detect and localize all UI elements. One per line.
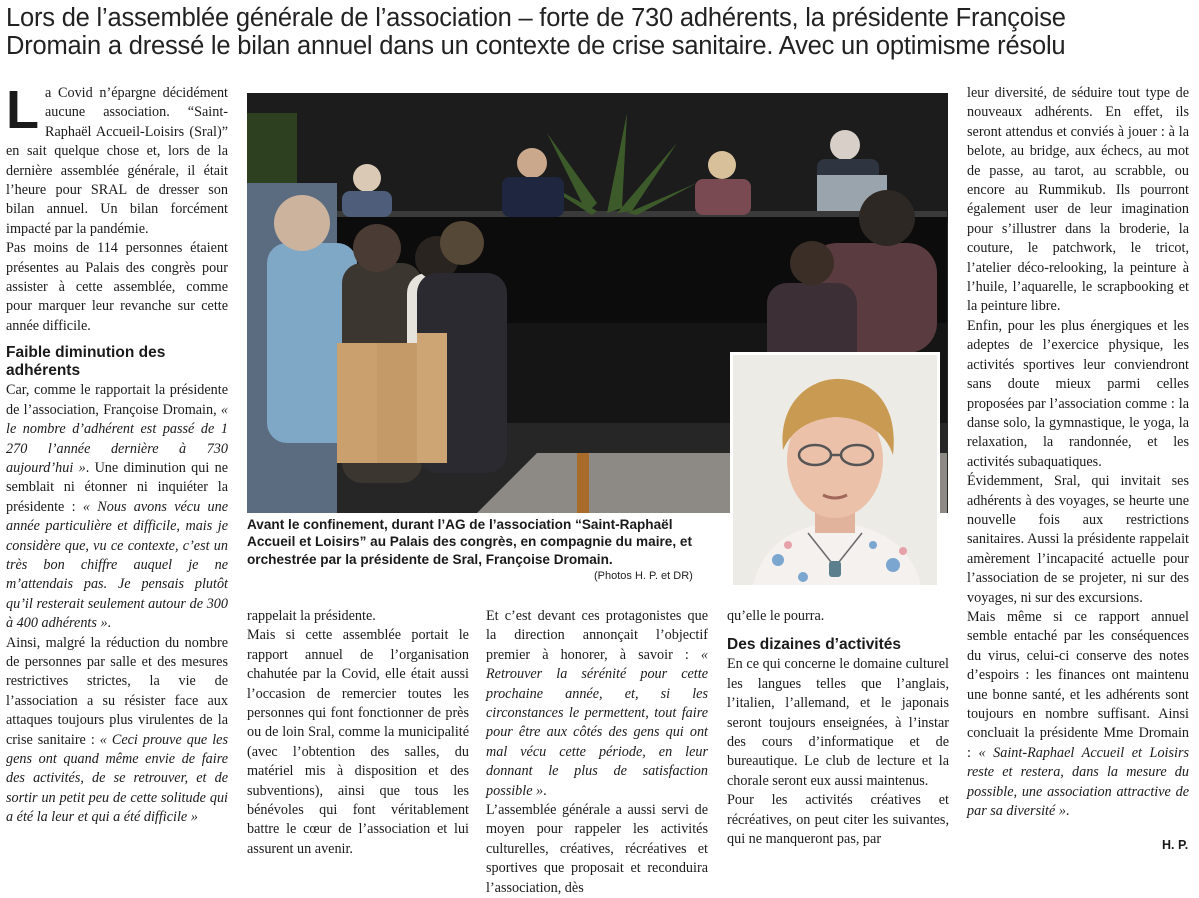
article-column-3 (486, 607, 708, 898)
text-run: . (543, 782, 547, 799)
headline (6, 4, 1196, 60)
article-column-2 (247, 607, 469, 859)
article-column-5 (967, 84, 1189, 821)
text-run: Ainsi, malgré la réduction du nombre de personnes par salle et des mesures restrictives strictes, la vie de l’association a su résister face aux attaques toujours plus virulentes de la crise sanitaire : (6, 634, 228, 748)
portrait-photo (730, 352, 940, 588)
paragraph: leur diversité, de séduire tout type de nouveaux adhérents. En effet, ils seront attendus et conviés à jouer : à la belote, au bridge, aux échecs, au mot de passe, au tarot, au scrabble, ou encore au Rummikub. Ils pourront également user de leur imagination pour s’illustrer dans la broderie, la couture, le patchwork, le tricot, l’atelier déco-relooking, la peinture à l’huile, l’aquarelle, le scrapbooking et la peinture libre. (967, 85, 1189, 315)
paragraph: Mais si cette assemblée portait le rapport annuel de l’organisation chahutée par la Covid, elle était aussi l’occasion de remercier toutes les personnes qui font fonctionner de près ou de loin Sral, comme la municipalité (avec l’obtention des salles, du matériel mis à disposition et des subventions), ainsi que tous les bénévoles qui font véritablement battre le cœur de l’association et lui assurent un avenir. (247, 627, 469, 857)
headline-line-1: Lors de l’assemblée générale de l’association – forte de 730 adhérents, la présidente Françoise (6, 4, 1066, 32)
drop-cap: L (6, 80, 39, 140)
article-column-1 (6, 80, 228, 828)
paragraph: Pour les activités créatives et récréatives, on peut citer les suivantes, qui ne manqueront pas, par (727, 792, 949, 848)
text-run: . (107, 615, 112, 632)
quote: « Saint-Raphael Accueil et Loisirs reste et restera, dans la mesure du possible, une association attractive de par sa diversité » (967, 744, 1189, 820)
paragraph: En ce qui concerne le domaine culturel les langues telles que l’anglais, l’italien, l’allemand, et le japonais seront toujours enseignées, à l’instar des cours d’informatique et de bureautique. Le club de lecture et la chorale seront eux aussi maintenus. (727, 656, 949, 789)
quote: « le nombre d’adhérent est passé de 1 270 l’année dernière à 730 aujourd’hui » (6, 401, 228, 476)
quote: « Retrouver la sérénité pour cette prochaine année, et, si les circonstances le permettent, tout faire pour être aux côtés des gens qui ont mal vécu cette période, en leur donnant le plus de satisfaction possible » (486, 646, 708, 799)
paragraph: rappelait la présidente. (247, 608, 376, 624)
headline-line-2: Dromain a dressé le bilan annuel dans un contexte de crise sanitaire. Avec un optimisme résolu (6, 32, 1066, 60)
text-run: Car, comme le rapportait la présidente de l’association, Françoise Dromain, (6, 382, 228, 418)
intro-text: a Covid n’épargne décidément aucune association. “Saint-Raphaël Accueil-Loisirs (Sral)” en sait quelque chose et, lors de la dernière assemblée générale, il était l’heure pour SRAL de dresser son bilan annuel. Un bilan forcément impacté par la pandémie. (6, 85, 228, 237)
paragraph: L’assemblée générale a aussi servi de moyen pour rappeler les activités culturelles, créatives, récréatives et sportives que proposait et reconduira l’association, dès (486, 802, 708, 896)
subheading-faible-diminution: Faible diminution des adhérents (6, 344, 166, 380)
text-run: Et c’est devant ces protagonistes que la direction annonçait l’objectif premier à honorer, à savoir : (486, 608, 708, 663)
quote: « Nous avons vécu une année particulière et difficile, mais je considère que, vu ce contexte, c’est un très bon chiffre auquel je ne m’attendais pas. Je pensais plutôt qu’il resterait seulement autour de 300 à 400 adhérents » (6, 498, 228, 632)
paragraph: Enfin, pour les plus énergiques et les adeptes de l’exercice physique, les activités sportives leur conviendront sans doute mieux parmi celles proposées par l’association comme : la danse solo, la gymnastique, le yoga, la relaxation, la randonnée, et les activités subaquatiques. (967, 317, 1189, 470)
paragraph: Évidemment, Sral, qui invitait ses adhérents à des voyages, se heurte une nouvelle fois aux restrictions sanitaires. Aussi la présidente rappelait amèrement l’incapacité actuelle pour l’association de se projeter, ni sur des voyages, ni sur des excursions. (967, 473, 1189, 606)
paragraph: qu’elle le pourra. (727, 608, 825, 624)
paragraph: Pas moins de 114 personnes étaient présentes au Palais des congrès pour assister à cette assemblée, comme pour marquer leur revanche sur cette année difficile. (6, 240, 228, 334)
paragraph (967, 608, 1189, 821)
article-column-4 (727, 607, 949, 849)
text-run: . (1065, 803, 1070, 820)
quote: « Ceci prouve que les gens ont quand même envie de faire des activités, de se retrouver, et de sortir un petit peu de cette solitude qui a été la leur et qui a été difficile » (6, 731, 228, 826)
paragraph (6, 381, 228, 633)
paragraph (6, 634, 228, 828)
caption-text: Avant le confinement, durant l’AG de l’association “Saint-Raphaël Accueil et Loisirs” au Palais des congrès, en compagnie du maire, et orchestrée par la présidente de Sral, Françoise Dromain. (247, 517, 692, 567)
paragraph (486, 607, 708, 801)
text-run: Mais même si ce rapport annuel semble entaché par les conséquences du virus, celui-ci conserve des notes d’espoirs : les finances ont maintenu une bonne santé, et les adhérents sont toujours en nombre suffisant. Ainsi concluait la présidente Mme Dromain : (967, 608, 1189, 761)
subheading-dizaines-activites: Des dizaines d’activités (727, 636, 902, 654)
intro-paragraph (6, 80, 228, 239)
photo-credit: (Photos H. P. et DR) (594, 570, 693, 582)
text-run: . Une diminution qui ne semblait ni étonner ni inquiéter la présidente : (6, 459, 228, 515)
photo-caption (247, 516, 717, 568)
author-signature: H. P. (1162, 838, 1189, 852)
portrait-illustration (733, 355, 937, 585)
